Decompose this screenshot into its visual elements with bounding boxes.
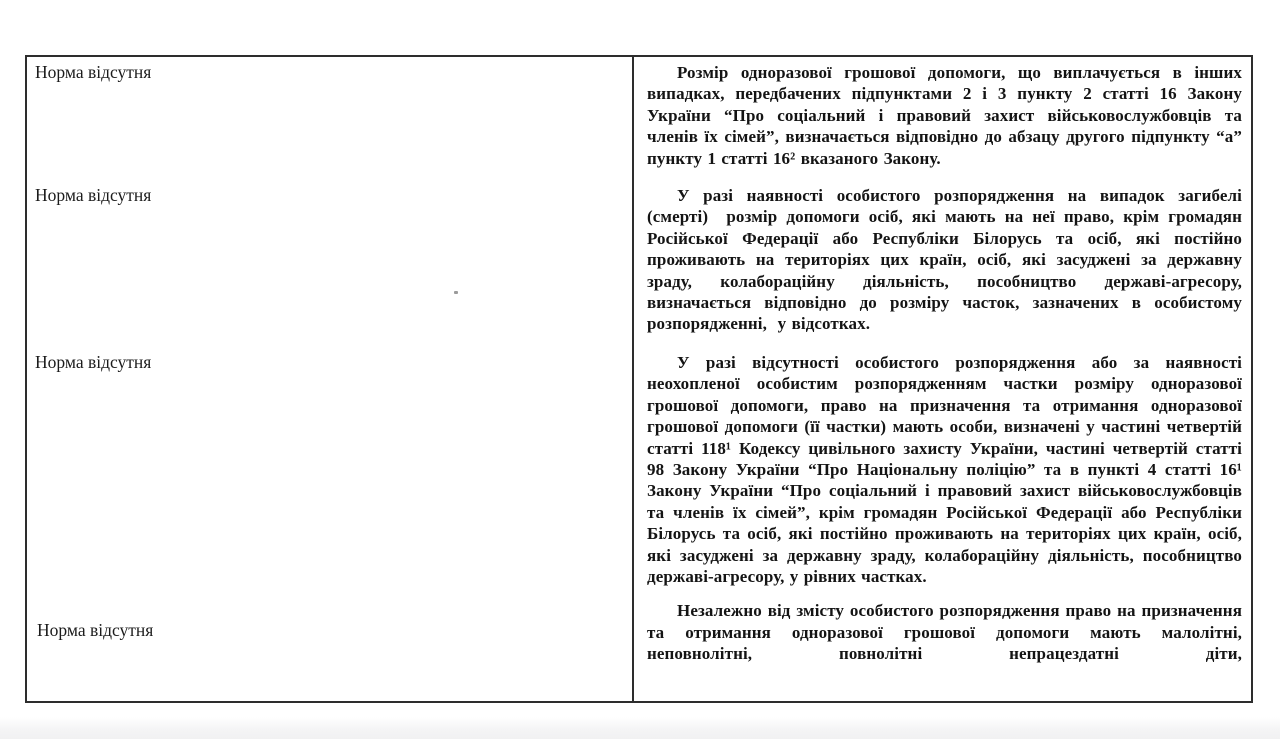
law-paragraph: У разі наявності особистого розпорядження на випадок загибелі (смерті) розмір допомоги осіб, які мають на неї право, крім громадян Російської Федерації або Республіки Білорусь та осіб, які постійно проживають на територіях цих країн, осіб, які засуджені за державну зраду, колабораційну діяльність, пособництво державі-агресору, визначається відповідно до розміру часток, зазначених в особистому розпорядженні, у відсотках. [647,186,1242,334]
norm-absent-label: Норма відсутня [35,352,152,372]
scan-speck-artifact [454,291,458,294]
law-paragraph: Незалежно від змісту особистого розпорядження право на призначення та отримання одноразової грошової допомоги мають малолітні, неповнолітні, повнолітні непрацездатні діти, [647,601,1242,664]
norm-absent-label: Норма відсутня [35,185,152,205]
page-edge-shadow [0,717,1280,739]
norm-absent-label: Норма відсутня [35,62,152,82]
left-column [27,57,632,701]
comparison-table [25,55,1253,703]
law-paragraph: У разі відсутності особистого розпорядження або за наявності неохопленої особистим розпорядженням частки розміру одноразової грошової допомоги, право на призначення та отримання одноразової грошової допомоги (її частки) мають особи, визначені у частині четвертій статті 118¹ Кодексу цивільного захисту України, частині четвертій статті 98 Закону України “Про Національну поліцію” та в пункті 4 статті 16¹ Закону України “Про соціальний і правовий захист військовослужбовців та членів їх сімей”, крім громадян Російської Федерації або Республіки Білорусь та осіб, які постійно проживають на територіях цих країн, осіб, які засуджені за державну зраду, колабораційну діяльність, пособництво державі-агресору, у рівних частках. [647,352,1242,586]
law-paragraph: Розмір одноразової грошової допомоги, що виплачується в інших випадках, передбачених підпунктами 2 і 3 пункту 2 статті 16 Закону України “Про соціальний і правовий захист військовослужбовців та членів їх сімей”, визначається відповідно до абзацу другого підпункту “а” пункту 1 статті 16² вказаного Закону. [647,63,1242,168]
right-column [634,57,1251,701]
norm-absent-label: Норма відсутня [37,620,154,640]
